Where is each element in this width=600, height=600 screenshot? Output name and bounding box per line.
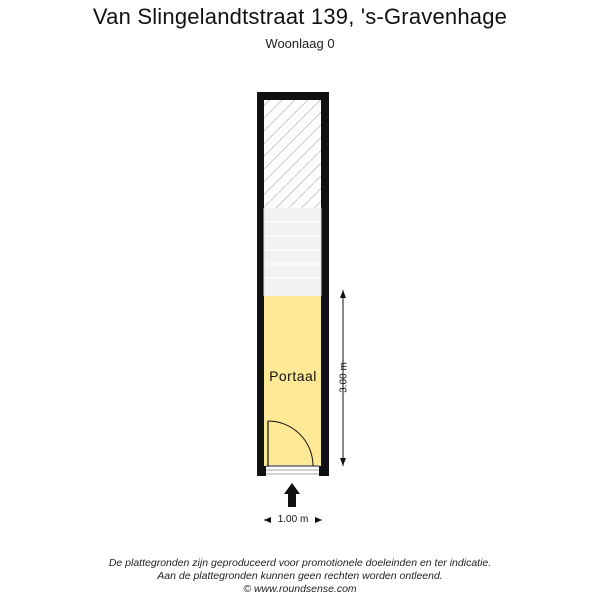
floor-level-label: Woonlaag 0 bbox=[265, 36, 335, 51]
entrance-arrow-icon bbox=[284, 483, 300, 507]
dimension-width-label: 1.00 m bbox=[271, 514, 315, 525]
disclaimer-line-2: Aan de plattegronden kunnen geen rechten worden ontleend. bbox=[157, 570, 443, 582]
hatched-void bbox=[264, 100, 321, 208]
disclaimer-footer bbox=[0, 557, 600, 596]
copyright-line: © www.roundsense.com bbox=[243, 583, 357, 595]
stairs bbox=[264, 208, 321, 296]
dimension-height-label: 3.00 m bbox=[338, 362, 350, 393]
disclaimer-line-1: De plattegronden zijn geproduceerd voor promotionele doeleinden en ter indicatie. bbox=[108, 557, 492, 569]
page-title: Van Slingelandtstraat 139, 's-Gravenhage bbox=[92, 4, 508, 29]
room-label-portaal: Portaal bbox=[269, 368, 317, 384]
